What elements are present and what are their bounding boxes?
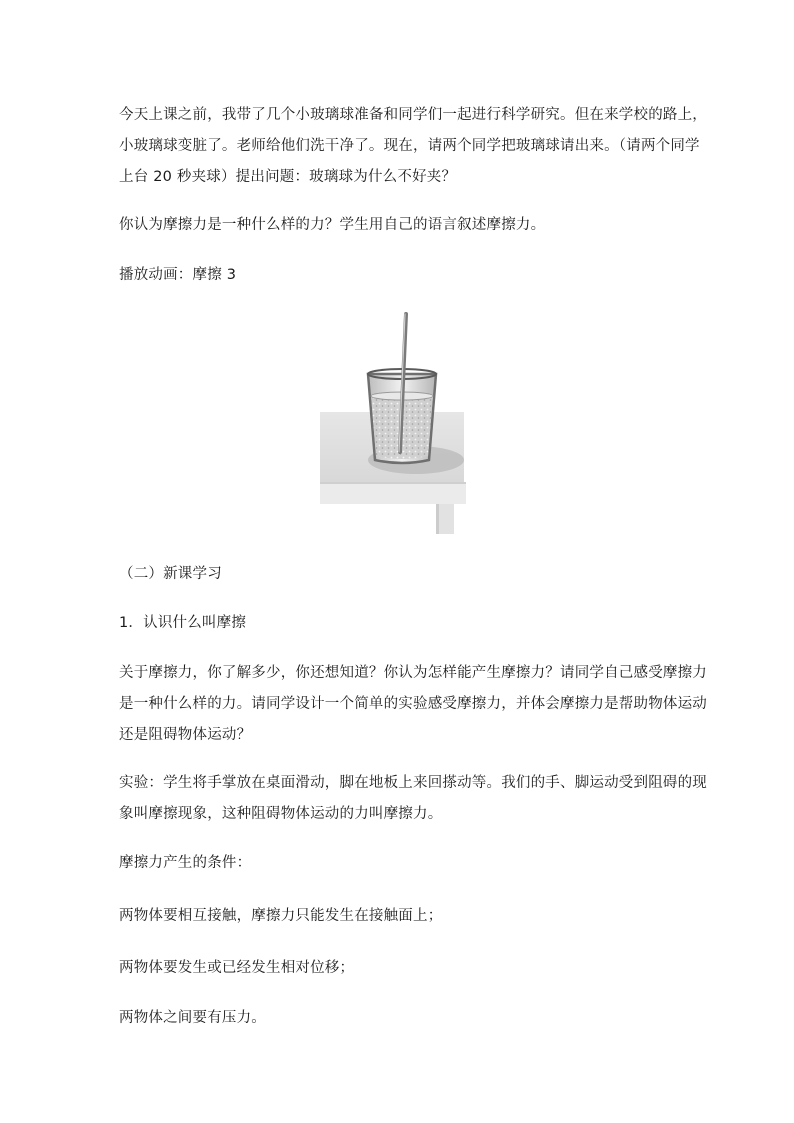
intro-line: 小玻璃球变脏了。老师给他们洗干净了。现在，请两个同学把玻璃球请出来。（请两个同学 <box>119 138 700 154</box>
intro-paragraph <box>119 100 707 193</box>
subheading: 1．认识什么叫摩擦 <box>119 615 247 631</box>
experiment-paragraph <box>119 768 707 830</box>
question-paragraph: 你认为摩擦力是一种什么样的力？学生用自己的语言叙述摩擦力。 <box>119 217 546 233</box>
condition-item: 两物体要相互接触，摩擦力只能发生在接触面上； <box>119 908 443 924</box>
experiment-line: 象叫摩擦现象，这种阻碍物体运动的力叫摩擦力。 <box>119 806 443 822</box>
section-heading: （二）新课学习 <box>119 566 222 582</box>
condition-item: 两物体之间要有压力。 <box>119 1010 266 1026</box>
animation-label: 播放动画：摩擦 3 <box>119 267 237 283</box>
about-line: 是一种什么样的力。请同学设计一个简单的实验感受摩擦力，并体会摩擦力是帮助物体运动 <box>119 696 707 712</box>
condition-item: 两物体要发生或已经发生相对位移； <box>119 960 355 976</box>
about-line: 还是阻碍物体运动？ <box>119 727 252 743</box>
intro-line: 上台 20 秒夹球）提出问题：玻璃球为什么不好夹？ <box>119 169 457 185</box>
conditions-title: 摩擦力产生的条件： <box>119 855 252 871</box>
about-line: 关于摩擦力，你了解多少，你还想知道？你认为怎样能产生摩擦力？请同学自己感受摩擦力 <box>119 665 707 681</box>
experiment-line: 实验：学生将手掌放在桌面滑动，脚在地板上来回搽动等。我们的手、脚运动受到阻碍的现 <box>119 775 707 791</box>
intro-line: 今天上课之前，我带了几个小玻璃球准备和同学们一起进行科学研究。但在来学校的路上， <box>119 107 707 123</box>
glass-on-table-illustration <box>318 312 466 534</box>
glass-with-stirring-rod-image <box>318 312 466 534</box>
about-paragraph <box>119 658 707 751</box>
